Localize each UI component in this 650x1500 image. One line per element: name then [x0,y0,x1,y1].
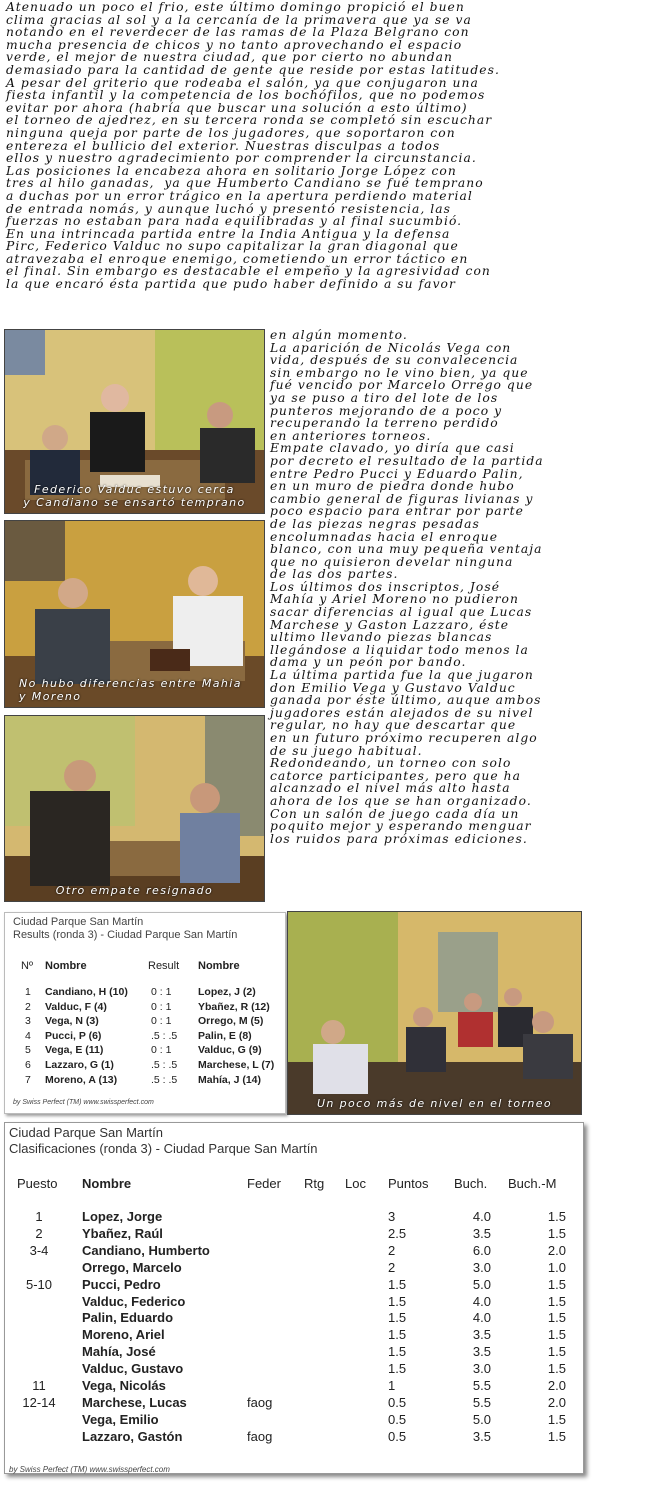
standings-cell-buch: 3.5 [472,1344,491,1360]
article-line: a duchas por un error trágico en la apertura perdiendo material [6,188,473,203]
results-table [4,912,286,1114]
article-line: En una intrincada partida entre la India Antigua y la defensa [6,226,451,241]
standings-cell-nombre: Palin, Eduardo [82,1310,174,1326]
article-line: encolumnadas hacia el enroque [270,529,499,544]
standings-cell-puesto: 2 [35,1225,43,1241]
standings-cell-buch: 5.0 [472,1411,491,1427]
article-line: Atenuado un poco el frio, este último domingo propició el buen [6,0,465,14]
standings-row [5,1226,583,1243]
article-line: alcanzado el nivel más alto hasta [270,781,511,796]
photo-valduc-candiano [4,329,265,514]
standings-cell-nombre: Mahía, José [82,1344,156,1360]
article-line: vida, después de su convalecencia [270,353,519,368]
standings-cell-nombre: Vega, Emilio [82,1411,159,1427]
standings-cell-nombre: Valduc, Federico [82,1293,186,1309]
standings-cell-buch: 4.0 [472,1293,491,1309]
standings-cell-buchm: 1.5 [547,1327,566,1343]
article-line: Redondeando, un torneo con solo [270,756,512,771]
results-row [5,1044,285,1057]
standings-cell-buch: 5.0 [472,1276,491,1292]
results-cell-no: 1 [25,986,31,998]
results-header-no: Nº [21,960,33,972]
article-line: llegándose a liquidar todo menos la [270,642,529,657]
article-line: de las dos partes. [270,567,399,582]
standings-cell-buch: 3.0 [472,1361,491,1377]
article-line: sin embargo no le vino bien, ya que [270,365,529,380]
standings-row [5,1327,583,1344]
results-cell-black: Lopez, J (2) [198,986,256,998]
article-line: atravezaba el enroque enemigo, cometiendo un error táctico en [6,251,469,266]
article-line: dama y un peón por bando. [270,655,467,670]
standings-cell-puntos: 1.5 [388,1361,407,1377]
standings-cell-puntos: 2 [388,1259,396,1275]
results-row [5,1074,285,1087]
standings-subtitle: Clasificaciones (ronda 3) - Ciudad Parque San Martín [9,1141,318,1156]
article-line: en un futuro próximo recuperen algo [270,731,538,745]
article-line: fuerzas no estaban para nada equilibradas y al final sucumbió. [6,214,463,229]
results-cell-white: Moreno, A (13) [45,1073,118,1086]
standings-cell-puntos: 3 [388,1209,396,1224]
standings-cell-buchm: 1.5 [547,1293,566,1309]
results-row [5,1015,285,1028]
standings-cell-nombre: Moreno, Ariel [82,1327,165,1343]
article-line: regular, no hay que descartar que [270,718,517,733]
results-cell-no: 2 [25,1000,31,1013]
article-line: La última partida fue la que jugaron [270,668,534,683]
article-line: ellos y nuestro agradecimiento por comprender la circunstancia. [6,151,477,166]
article-line: por decreto el resultado de la partida [270,453,544,468]
article-line: el torneo de ajedrez, en su tercera ronda se completó sin escuchar [6,113,493,128]
standings-row [5,1260,583,1277]
results-cell-result: 0 : 1 [151,1000,172,1013]
standings-cell-feder: faog [247,1428,273,1444]
standings-cell-buch: 3.5 [472,1327,491,1343]
standings-cell-buchm: 1.0 [547,1259,566,1275]
standings-cell-buchm: 1.5 [547,1276,566,1292]
standings-cell-nombre: Ybañez, Raúl [82,1225,163,1241]
results-cell-result: 0 : 1 [151,1044,172,1057]
standings-cell-buch: 4.0 [472,1209,491,1224]
standings-row [5,1310,583,1327]
standings-cell-nombre: Lopez, Jorge [82,1209,163,1224]
article-line: de su juego habitual. [270,743,423,758]
results-cell-no: 4 [25,1029,31,1042]
photo-caption: Un poco más de nivel en el torneo [316,1097,553,1110]
article-line: blanco, con una muy pequeña ventaja [270,542,543,557]
photo-mahia-moreno [4,520,265,708]
results-header-black: Nombre [198,960,240,972]
standings-row [5,1344,583,1361]
standings-row [5,1395,583,1412]
standings-cell-puntos: 1.5 [388,1327,407,1343]
standings-cell-buchm: 1.5 [547,1411,566,1427]
results-cell-result: 0 : 1 [151,1015,172,1028]
article-line: ganada por éste último, auque ambos [270,693,542,708]
article-line: demasiado para la cantidad de gente que reside por estas latitudes. [6,62,500,77]
article-line: en anteriores torneos. [270,428,432,443]
standings-cell-puntos: 0.5 [388,1394,407,1410]
standings-cell-puntos: 1 [388,1378,396,1393]
article-line: sacar diferencias al igual que Lucas [270,605,533,620]
standings-cell-buchm: 1.5 [547,1209,566,1224]
standings-cell-puntos: 0.5 [388,1428,407,1444]
results-cell-black: Ybañez, R (12) [198,1000,270,1013]
article-line: que no quisieron develar ninguna [270,554,514,569]
article-line: punteros mejorando de a poco y [270,403,503,418]
standings-cell-nombre: Lazzaro, Gastón [82,1428,183,1444]
results-cell-white: Vega, N (3) [45,1015,99,1028]
article-intro-text [6,1,646,291]
standings-cell-puntos: 1.5 [388,1344,407,1360]
results-cell-black: Mahía, J (14) [198,1073,262,1086]
results-header-white: Nombre [45,960,87,972]
standings-cell-puntos: 1.5 [388,1276,407,1292]
results-cell-black: Palin, E (8) [198,1029,252,1042]
article-line: clima gracias al sol y a la cercanía de la primavera que ya se va [6,12,472,27]
standings-row [5,1209,583,1226]
standings-cell-buchm: 1.5 [547,1344,566,1360]
article-line: catorce participantes, pero que ha [270,768,522,783]
article-line: de las piezas negras pesadas [270,516,480,531]
article-line: La aparición de Nicolás Vega con [270,340,512,355]
standings-cell-puntos: 2.5 [388,1225,407,1241]
article-line: poquito mejor y esperando menguar [270,819,532,834]
standings-cell-buch: 5.5 [472,1394,491,1410]
article-line: ahora de los que se han organizado. [270,793,532,808]
results-cell-result: .5 : .5 [151,1029,178,1042]
article-line: Marchese y Gaston Lazzaro, éste [270,617,510,632]
article-line: cambio general de figuras livianas y [270,491,534,506]
results-row [5,1059,285,1072]
photo-nivel-torneo [287,911,582,1115]
article-line: verde, el mejor de nuestra ciudad, que por cierto no abundan [6,50,453,65]
standings-row [5,1378,583,1395]
standings-row [5,1361,583,1378]
standings-cell-nombre: Candiano, Humberto [82,1242,210,1258]
standings-header-buch: Buch. [454,1176,488,1191]
results-cell-white: Vega, E (11) [45,1044,104,1057]
standings-cell-buch: 3.5 [472,1428,491,1444]
article-line: tres al hilo ganadas, ya que Humberto Candiano se fué temprano [6,176,484,191]
results-cell-white: Candiano, H (10) [45,986,128,998]
standings-header-puntos: Puntos [388,1176,429,1191]
standings-cell-buchm: 2.0 [547,1394,566,1410]
standings-cell-buchm: 1.5 [547,1225,566,1241]
article-line: los ruidos para próximas ediciones. [270,831,528,846]
standings-cell-nombre: Vega, Nicolás [82,1378,166,1393]
standings-cell-buch: 3.5 [472,1225,491,1241]
results-cell-no: 3 [25,1015,31,1028]
article-line: jugadores están alejados de su nivel [270,705,534,720]
standings-cell-puesto: 5-10 [25,1276,53,1292]
results-row [5,986,285,999]
results-header-result: Result [148,960,180,972]
results-row [5,1030,285,1043]
results-title: Ciudad Parque San Martín [13,916,144,928]
article-line: Los últimos dos inscriptos, José [270,579,501,594]
article-line: ultimo llevando piezas blancas [270,630,493,645]
results-cell-white: Valduc, F (4) [45,1000,107,1013]
results-footer: by Swiss Perfect (TM) www.swissperfect.com [13,1099,154,1106]
article-line: de entrada nomás, y aunque luchó y presentó resistencia, las [6,201,451,216]
standings-header-loc: Loc [345,1176,366,1191]
standings-cell-puesto: 11 [32,1378,46,1393]
standings-cell-nombre: Pucci, Pedro [82,1276,161,1292]
article-line: Mahía y Ariel Moreno no pudieron [270,592,519,607]
standings-cell-puesto: 12-14 [22,1394,56,1410]
results-cell-result: .5 : .5 [151,1073,178,1086]
results-cell-no: 7 [25,1073,31,1086]
photo-empate-resignado [4,715,265,902]
article-line: entereza el bullicio del exterior. Nuestras disculpas a todos [6,138,441,153]
article-line: el final. Sin embargo es destacable el empeño y la agresividad con [6,264,491,279]
standings-cell-puesto: 3-4 [29,1242,49,1258]
article-line: Empate clavado, yo diría que casi [270,441,515,456]
standings-header-nombre: Nombre [82,1176,132,1191]
results-cell-no: 5 [25,1044,31,1057]
article-line: don Emilio Vega y Gustavo Valduc [270,680,516,695]
standings-title: Ciudad Parque San Martín [9,1125,163,1140]
results-cell-white: Pucci, P (6) [45,1029,102,1042]
standings-cell-buch: 3.0 [472,1259,491,1275]
standings-cell-buch: 4.0 [472,1310,491,1326]
article-line: Pirc, Federico Valduc no supo capitalizar la gran diagonal que [6,239,459,254]
results-cell-result: 0 : 1 [151,986,172,998]
standings-cell-buchm: 2.0 [547,1378,566,1393]
standings-cell-buchm: 1.5 [547,1310,566,1326]
article-line: la que encaró ésta partida que pudo haber definido a su favor [6,277,456,292]
standings-row [5,1429,583,1446]
standings-cell-feder: faog [247,1394,273,1410]
article-line: entre Pedro Pucci y Eduardo Palin, [270,466,524,481]
standings-row [5,1277,583,1294]
standings-cell-buch: 5.5 [472,1378,491,1393]
article-line: fiesta infantil y la competencia de los bochófilos, que no podemos [6,88,486,103]
standings-header-feder: Feder [247,1176,281,1191]
standings-row [5,1243,583,1260]
standings-table [4,1122,584,1474]
standings-header-buchm: Buch.-M [508,1176,557,1191]
standings-cell-nombre: Marchese, Lucas [82,1394,187,1410]
standings-cell-puesto: 1 [35,1209,43,1224]
article-line: fué vencido por Marcelo Orrego que [270,378,534,393]
article-side-text [270,329,650,845]
standings-cell-puntos: 1.5 [388,1293,407,1309]
results-subtitle: Results (ronda 3) - Ciudad Parque San Martín [13,929,238,941]
article-line: poco espacio para entrar por parte [270,504,524,519]
standings-cell-buchm: 1.5 [547,1361,566,1377]
photo-caption: Otro empate resignado [55,884,214,897]
standings-header-rtg: Rtg [304,1176,325,1191]
photo-caption: Federico Valduc estuvo cerca y Candiano se ensartó temprano [23,483,246,509]
article-line: en un muro de piedra donde hubo [270,479,515,494]
standings-cell-buchm: 2.0 [547,1242,566,1258]
standings-row [5,1412,583,1429]
standings-cell-buchm: 1.5 [547,1428,566,1444]
article-line: mucha presencia de chicos y no tanto aprovechando el espacio [6,37,463,52]
results-cell-no: 6 [25,1059,31,1071]
standings-footer: by Swiss Perfect (TM) www.swissperfect.com [9,1465,170,1474]
results-cell-black: Valduc, G (9) [198,1044,262,1057]
standings-cell-buch: 6.0 [472,1242,491,1258]
results-row [5,1001,285,1014]
standings-cell-nombre: Orrego, Marcelo [82,1259,182,1275]
article-line: A pesar del griterio que rodeaba el salón, ya que conjugaron una [6,75,479,90]
photo-caption: No hubo diferencias entre Mahia y Moreno [19,677,242,703]
results-cell-black: Orrego, M (5) [198,1015,264,1028]
results-cell-black: Marchese, L (7) [198,1059,275,1071]
article-line: Las posiciones la encabeza ahora en solitario Jorge López con [6,163,457,178]
article-line: ninguna queja por parte de los jugadores, que soportaron con [6,125,456,140]
standings-cell-puntos: 0.5 [388,1411,407,1427]
results-cell-result: .5 : .5 [151,1059,178,1071]
article-line: notando en el reverdecer de las ramas de la Plaza Belgrano con [6,25,470,40]
article-line: Con un salón de juego cada día un [270,806,520,821]
article-line: ya se puso a tiro del lote de los [270,390,499,405]
article-line: evitar por ahora (habría que buscar una solución a esto último) [6,100,468,115]
standings-row [5,1294,583,1311]
standings-cell-puntos: 1.5 [388,1310,407,1326]
standings-header-puesto: Puesto [17,1176,58,1191]
standings-cell-puntos: 2 [388,1242,396,1258]
results-cell-white: Lazzaro, G (1) [45,1059,114,1071]
article-line: en algún momento. [270,328,408,342]
standings-cell-nombre: Valduc, Gustavo [82,1361,184,1377]
article-line: recuperando la terreno perdido [270,416,499,431]
